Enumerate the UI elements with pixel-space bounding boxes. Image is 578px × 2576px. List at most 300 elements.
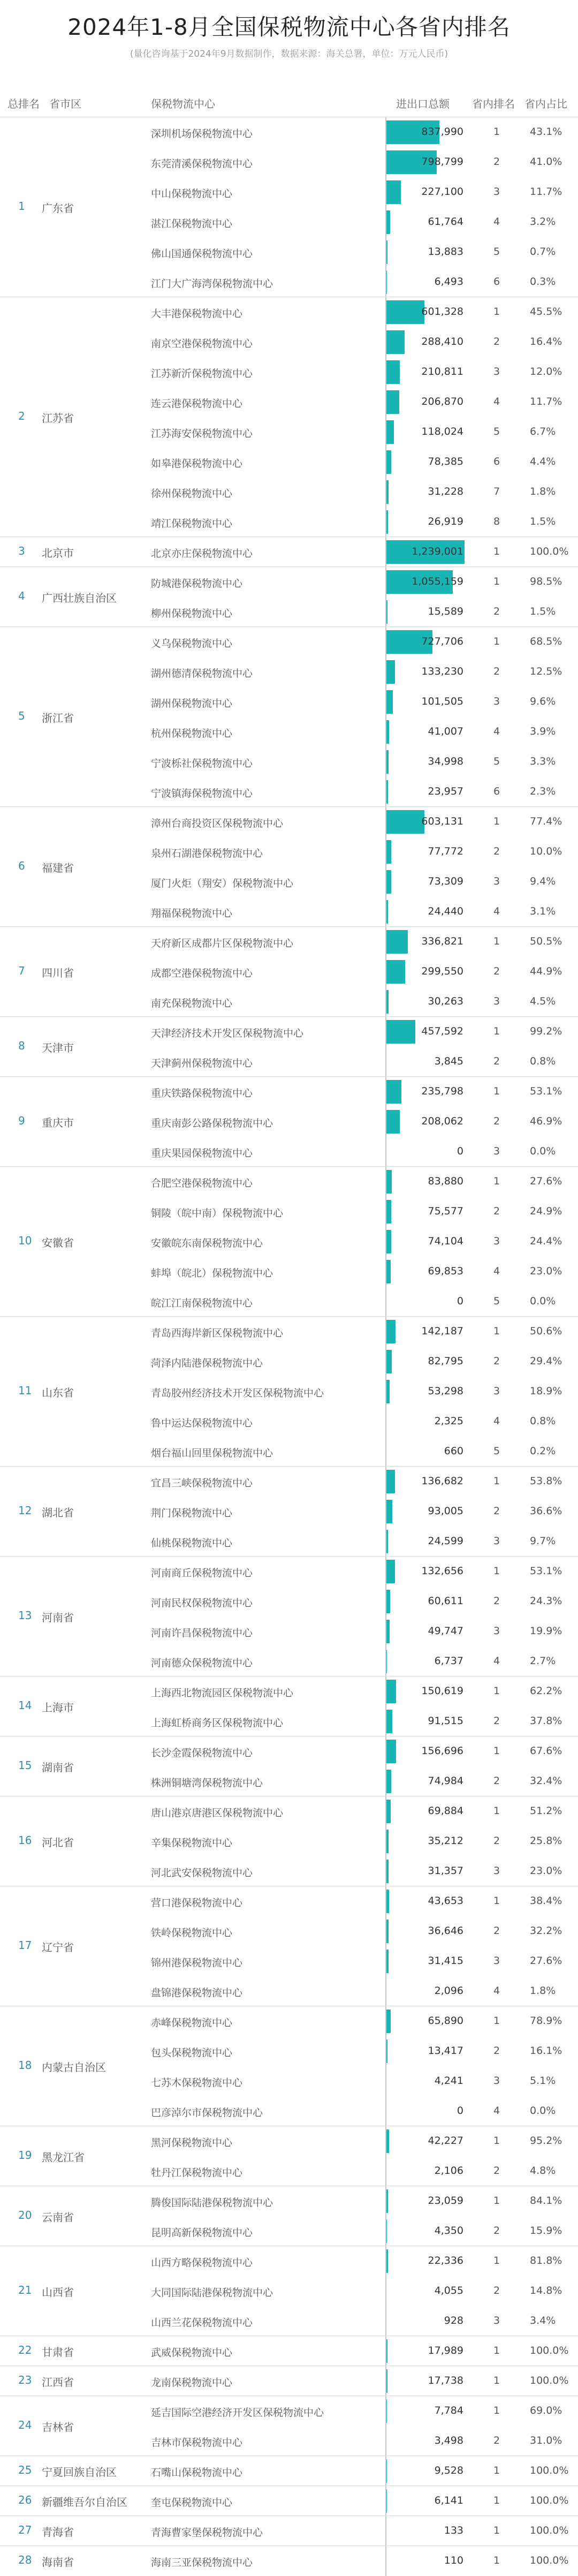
total-rank: 9 — [18, 1114, 25, 1127]
province-group — [0, 117, 578, 297]
amount-cell — [385, 1287, 467, 1317]
center-name: 柳州保税物流中心 — [151, 608, 233, 620]
province-share: 100.0% — [530, 2555, 569, 2566]
province-name: 湖北省 — [42, 1506, 74, 1519]
amount-cell — [385, 1017, 467, 1047]
province-name: 广西壮族自治区 — [42, 592, 117, 605]
amount-cell — [385, 1856, 467, 1886]
table-row — [151, 237, 574, 267]
center-name: 翔福保税物流中心 — [151, 908, 233, 919]
table-row — [151, 1557, 574, 1587]
province-rank: 2 — [493, 1925, 500, 1937]
province-share: 23.0% — [530, 1265, 562, 1277]
center-name: 天府新区成都片区保税物流中心 — [151, 938, 294, 949]
province-rank: 1 — [493, 1325, 500, 1337]
header-center: 保税物流中心 — [151, 97, 215, 110]
amount-cell — [385, 1646, 467, 1676]
province-share: 0.3% — [530, 276, 556, 288]
table-row — [151, 1616, 574, 1646]
province-rank: 3 — [493, 875, 500, 887]
table-row — [151, 1197, 574, 1227]
amount-value: 77,772 — [428, 845, 463, 857]
center-name: 宜昌三峡保税物流中心 — [151, 1477, 253, 1489]
amount-value: 31,415 — [428, 1955, 463, 1967]
center-name: 黑河保税物流中心 — [151, 2137, 233, 2149]
center-name: 东莞清溪保税物流中心 — [151, 158, 253, 170]
amount-cell — [385, 717, 467, 747]
amount-cell — [385, 1197, 467, 1227]
table-row — [151, 957, 574, 987]
table-row — [151, 297, 574, 327]
amount-value: 74,984 — [428, 1775, 463, 1787]
province-name: 福建省 — [42, 862, 74, 874]
province-group — [0, 806, 578, 927]
province-rank: 1 — [493, 2345, 500, 2356]
center-name: 湛江保税物流中心 — [151, 218, 233, 230]
amount-cell — [385, 2396, 467, 2426]
table-row — [151, 2066, 574, 2096]
amount-value: 142,187 — [421, 1325, 463, 1337]
amount-cell — [385, 1557, 467, 1587]
center-name: 鲁中运达保税物流中心 — [151, 1417, 253, 1429]
province-name: 山西省 — [42, 2286, 74, 2299]
center-name: 七苏木保税物流中心 — [151, 2077, 243, 2089]
province-share: 1.8% — [530, 486, 556, 497]
table-row — [151, 1796, 574, 1826]
table-row — [151, 357, 574, 387]
province-rank: 2 — [493, 1505, 500, 1517]
province-share: 9.6% — [530, 696, 556, 707]
province-name: 北京市 — [42, 547, 74, 560]
center-name: 靖江保税物流中心 — [151, 518, 233, 530]
province-share: 1.8% — [530, 1985, 556, 1997]
page-subtitle: (量化咨询基于2024年9月数据制作，数据来源：海关总署，单位：万元人民币) — [130, 49, 448, 59]
center-name: 山西兰花保税物流中心 — [151, 2317, 253, 2329]
table-row — [151, 1437, 574, 1467]
table-row — [151, 1646, 574, 1676]
table-row — [151, 687, 574, 717]
province-share: 2.7% — [530, 1655, 556, 1667]
amount-cell — [385, 1407, 467, 1437]
amount-cell — [385, 897, 467, 927]
amount-cell — [385, 1736, 467, 1766]
province-share: 16.4% — [530, 336, 562, 348]
amount-value: 43,653 — [428, 1895, 463, 1907]
table-row — [151, 177, 574, 207]
table-row — [151, 987, 574, 1017]
amount-value: 31,228 — [428, 486, 463, 497]
province-share: 3.4% — [530, 2315, 556, 2326]
amount-cell — [385, 2156, 467, 2186]
province-rank: 4 — [493, 216, 500, 228]
amount-cell — [385, 1227, 467, 1257]
amount-value: 93,005 — [428, 1505, 463, 1517]
province-rank: 1 — [493, 126, 500, 138]
amount-cell — [385, 477, 467, 507]
province-rank: 4 — [493, 905, 500, 917]
total-rank: 8 — [18, 1039, 25, 1052]
amount-cell — [385, 1976, 467, 2006]
amount-cell — [385, 627, 467, 657]
province-rank: 5 — [493, 246, 500, 258]
center-name: 唐山港京唐港区保税物流中心 — [151, 1807, 284, 1819]
amount-cell — [385, 2336, 467, 2366]
center-name: 成都空港保税物流中心 — [151, 968, 253, 979]
center-name: 中山保税物流中心 — [151, 188, 233, 200]
center-name: 烟台福山回里保税物流中心 — [151, 1447, 273, 1459]
table-row — [151, 627, 574, 657]
table-row — [151, 1676, 574, 1706]
table-row — [151, 447, 574, 477]
province-share: 78.9% — [530, 2015, 562, 2027]
province-rank: 2 — [493, 156, 500, 168]
center-name: 大同国际陆港保税物流中心 — [151, 2287, 273, 2299]
amount-cell — [385, 117, 467, 147]
province-share: 100.0% — [530, 2495, 569, 2506]
province-rank: 5 — [493, 426, 500, 437]
amount-value: 288,410 — [421, 336, 463, 348]
total-rank: 2 — [18, 410, 25, 422]
province-share: 2.3% — [530, 785, 556, 797]
amount-cell — [385, 1946, 467, 1976]
table-row — [151, 417, 574, 447]
province-rank: 1 — [493, 2195, 500, 2207]
province-rank: 4 — [493, 396, 500, 407]
amount-cell — [385, 567, 467, 597]
amount-value: 31,357 — [428, 1865, 463, 1877]
center-name: 巴彦淖尔市保税物流中心 — [151, 2107, 263, 2119]
center-name: 湖州德清保税物流中心 — [151, 668, 253, 679]
province-share: 16.1% — [530, 2045, 562, 2057]
amount-value: 0 — [457, 2105, 463, 2117]
table-row — [151, 1317, 574, 1347]
table-row — [151, 2156, 574, 2186]
amount-value: 15,589 — [428, 606, 463, 617]
province-share: 100.0% — [530, 546, 569, 557]
table-row — [151, 597, 574, 627]
province-rank: 3 — [493, 1955, 500, 1967]
amount-cell — [385, 837, 467, 867]
province-share: 53.8% — [530, 1475, 562, 1487]
province-rank: 3 — [493, 1535, 500, 1547]
total-rank: 6 — [18, 859, 25, 872]
province-rank: 1 — [493, 546, 500, 557]
province-rank: 2 — [493, 845, 500, 857]
table-row — [151, 897, 574, 927]
amount-cell — [385, 2516, 467, 2546]
amount-value: 61,764 — [428, 216, 463, 228]
total-rank: 18 — [18, 2059, 32, 2072]
province-share: 32.2% — [530, 1925, 562, 1937]
center-name: 腾俊国际陆港保税物流中心 — [151, 2197, 273, 2209]
center-name: 上海西北物流园区保税物流中心 — [151, 1687, 294, 1699]
province-group — [0, 1736, 578, 1796]
amount-value: 23,059 — [428, 2195, 463, 2207]
table-row — [151, 1407, 574, 1437]
province-share: 4.8% — [530, 2165, 556, 2177]
province-rank: 1 — [493, 2255, 500, 2267]
amount-value: 60,611 — [428, 1595, 463, 1607]
amount-value: 36,646 — [428, 1925, 463, 1937]
table-row — [151, 2186, 574, 2216]
center-name: 河南民权保税物流中心 — [151, 1597, 253, 1609]
province-rank: 4 — [493, 1265, 500, 1277]
amount-cell — [385, 177, 467, 207]
amount-cell — [385, 147, 467, 177]
amount-cell — [385, 2306, 467, 2336]
center-name: 河南许昌保税物流中心 — [151, 1627, 253, 1639]
center-name: 皖江江南保税物流中心 — [151, 1297, 253, 1309]
province-name: 四川省 — [42, 966, 74, 979]
amount-cell — [385, 687, 467, 717]
table-row — [151, 867, 574, 897]
province-rank: 1 — [493, 1085, 500, 1097]
amount-value: 49,747 — [428, 1625, 463, 1637]
total-rank: 24 — [18, 2419, 32, 2431]
amount-cell — [385, 2246, 467, 2276]
amount-cell — [385, 657, 467, 687]
table-row — [151, 747, 574, 777]
province-rank: 3 — [493, 1865, 500, 1877]
amount-value: 136,682 — [421, 1475, 463, 1487]
province-rank: 1 — [493, 1745, 500, 1757]
amount-value: 299,550 — [421, 965, 463, 977]
province-share: 4.5% — [530, 995, 556, 1007]
center-name: 营口港保税物流中心 — [151, 1897, 243, 1909]
total-rank: 26 — [18, 2494, 32, 2506]
province-group — [0, 2545, 578, 2576]
center-name: 包头保税物流中心 — [151, 2047, 233, 2059]
amount-cell — [385, 777, 467, 807]
province-share: 53.1% — [530, 1085, 562, 1097]
center-name: 延吉国际空港经济开发区保税物流中心 — [151, 2407, 324, 2419]
amount-value: 132,656 — [421, 1565, 463, 1577]
province-share: 18.9% — [530, 1385, 562, 1397]
amount-cell — [385, 1047, 467, 1077]
table-row — [151, 837, 574, 867]
province-share: 77.4% — [530, 815, 562, 827]
province-group — [0, 2396, 578, 2456]
province-share: 14.8% — [530, 2285, 562, 2297]
province-share: 100.0% — [530, 2345, 569, 2356]
province-share: 51.2% — [530, 1805, 562, 1817]
amount-cell — [385, 447, 467, 477]
amount-value: 13,883 — [428, 246, 463, 258]
amount-cell — [385, 1616, 467, 1646]
center-name: 江苏新沂保税物流中心 — [151, 368, 253, 380]
province-group — [0, 2486, 578, 2516]
province-name: 上海市 — [42, 1701, 74, 1714]
province-rank: 1 — [493, 2465, 500, 2476]
amount-value: 2,106 — [434, 2165, 463, 2177]
amount-value: 23,957 — [428, 785, 463, 797]
header-amount: 进出口总额 — [396, 97, 450, 110]
province-share: 31.0% — [530, 2435, 562, 2446]
amount-cell — [385, 237, 467, 267]
total-rank: 23 — [18, 2374, 32, 2386]
province-share: 5.1% — [530, 2075, 556, 2087]
center-name: 龙南保税物流中心 — [151, 2377, 233, 2389]
table-row — [151, 1886, 574, 1916]
amount-cell — [385, 2006, 467, 2036]
amount-cell — [385, 747, 467, 777]
table-header — [0, 91, 578, 112]
center-name: 杭州保税物流中心 — [151, 728, 233, 739]
center-name: 锦州港保税物流中心 — [151, 1957, 243, 1969]
province-share: 100.0% — [530, 2525, 569, 2536]
table-row — [151, 1826, 574, 1856]
table-row — [151, 1856, 574, 1886]
province-share: 1.5% — [530, 606, 556, 617]
amount-value: 74,104 — [428, 1235, 463, 1247]
province-rank: 2 — [493, 1715, 500, 1727]
amount-value: 6,737 — [434, 1655, 463, 1667]
amount-cell — [385, 327, 467, 357]
province-share: 23.0% — [530, 1865, 562, 1877]
province-share: 15.9% — [530, 2225, 562, 2237]
total-rank: 5 — [18, 709, 25, 722]
province-share: 9.7% — [530, 1535, 556, 1547]
amount-cell — [385, 2036, 467, 2066]
province-rank: 2 — [493, 2165, 500, 2177]
amount-value: 22,336 — [428, 2255, 463, 2267]
amount-cell — [385, 2216, 467, 2246]
total-rank: 28 — [18, 2554, 32, 2566]
table-row — [151, 117, 574, 147]
table-row — [151, 567, 574, 597]
center-name: 石嘴山保税物流中心 — [151, 2467, 243, 2479]
province-name: 广东省 — [42, 202, 74, 215]
center-name: 山西方略保税物流中心 — [151, 2257, 253, 2269]
province-rank: 2 — [493, 606, 500, 617]
province-group — [0, 1016, 578, 1077]
amount-value: 17,738 — [428, 2375, 463, 2386]
province-share: 45.5% — [530, 306, 562, 318]
province-name: 安徽省 — [42, 1236, 74, 1249]
table-row — [151, 2096, 574, 2126]
province-rank: 3 — [493, 1625, 500, 1637]
province-share: 95.2% — [530, 2135, 562, 2147]
province-share: 0.0% — [530, 1295, 556, 1307]
province-name: 青海省 — [42, 2526, 74, 2539]
center-name: 徐州保税物流中心 — [151, 488, 233, 500]
amount-cell — [385, 927, 467, 957]
province-rank: 1 — [493, 1805, 500, 1817]
total-rank: 17 — [18, 1939, 32, 1952]
amount-cell — [385, 2366, 467, 2396]
province-rank: 2 — [493, 1835, 500, 1847]
table-row — [151, 1137, 574, 1167]
province-share: 25.8% — [530, 1835, 562, 1847]
province-share: 0.8% — [530, 1415, 556, 1427]
province-rank: 5 — [493, 1295, 500, 1307]
table-row — [151, 507, 574, 537]
amount-value: 133,230 — [421, 666, 463, 677]
amount-value: 41,007 — [428, 726, 463, 737]
amount-value: 1,055,159 — [412, 576, 463, 587]
amount-value: 150,619 — [421, 1685, 463, 1697]
amount-cell — [385, 2546, 467, 2576]
header-prov-rank: 省内排名 — [472, 97, 515, 110]
table-row — [151, 2486, 574, 2516]
province-share: 37.8% — [530, 1715, 562, 1727]
table-row — [151, 777, 574, 807]
province-group — [0, 2246, 578, 2336]
amount-cell — [385, 807, 467, 837]
amount-value: 208,062 — [421, 1115, 463, 1127]
province-share: 84.1% — [530, 2195, 562, 2207]
province-share: 27.6% — [530, 1175, 562, 1187]
province-group — [0, 2006, 578, 2126]
province-rank: 1 — [493, 1475, 500, 1487]
table-row — [151, 1077, 574, 1107]
total-rank: 3 — [18, 545, 25, 557]
province-rank: 7 — [493, 486, 500, 497]
province-rank: 1 — [493, 935, 500, 947]
amount-value: 13,417 — [428, 2045, 463, 2057]
center-name: 江苏海安保税物流中心 — [151, 428, 253, 440]
amount-value: 4,241 — [434, 2075, 463, 2087]
province-share: 99.2% — [530, 1025, 562, 1037]
center-name: 青海曹家堡保税物流中心 — [151, 2527, 263, 2539]
province-group — [0, 2515, 578, 2546]
center-name: 菏泽内陆港保税物流中心 — [151, 1357, 263, 1369]
province-share: 69.0% — [530, 2405, 562, 2416]
amount-value: 235,798 — [421, 1085, 463, 1097]
amount-value: 24,440 — [428, 905, 463, 917]
table-row — [151, 1916, 574, 1946]
amount-cell — [385, 1676, 467, 1706]
amount-value: 0 — [457, 1295, 463, 1307]
province-group — [0, 1166, 578, 1317]
amount-value: 17,989 — [428, 2345, 463, 2356]
total-rank: 4 — [18, 590, 25, 602]
province-rank: 2 — [493, 2435, 500, 2446]
province-rank: 6 — [493, 276, 500, 288]
province-share: 6.7% — [530, 426, 556, 437]
province-rank: 2 — [493, 336, 500, 348]
amount-value: 110 — [444, 2555, 463, 2566]
table-row — [151, 1047, 574, 1077]
center-name: 合肥空港保税物流中心 — [151, 1177, 253, 1189]
table-row — [151, 1587, 574, 1616]
province-share: 3.9% — [530, 726, 556, 737]
province-rank: 1 — [493, 1895, 500, 1907]
amount-cell — [385, 207, 467, 237]
province-group — [0, 2186, 578, 2246]
table-row — [151, 2216, 574, 2246]
province-share: 10.0% — [530, 845, 562, 857]
amount-value: 133 — [444, 2525, 463, 2536]
province-rank: 1 — [493, 2555, 500, 2566]
table-row — [151, 2126, 574, 2156]
province-share: 50.6% — [530, 1325, 562, 1337]
amount-value: 3,845 — [434, 1055, 463, 1067]
province-name: 天津市 — [42, 1041, 74, 1054]
amount-value: 601,328 — [421, 306, 463, 318]
table-row — [151, 267, 574, 297]
header-province: 省市区 — [49, 97, 81, 110]
province-share: 3.1% — [530, 905, 556, 917]
total-rank: 15 — [18, 1759, 32, 1772]
province-share: 0.0% — [530, 2105, 556, 2117]
page-title: 2024年1-8月全国保税物流中心各省内排名 — [67, 14, 511, 40]
table-row — [151, 477, 574, 507]
amount-value: 82,795 — [428, 1355, 463, 1367]
province-share: 4.4% — [530, 456, 556, 467]
province-share: 43.1% — [530, 126, 562, 138]
amount-cell — [385, 1107, 467, 1137]
